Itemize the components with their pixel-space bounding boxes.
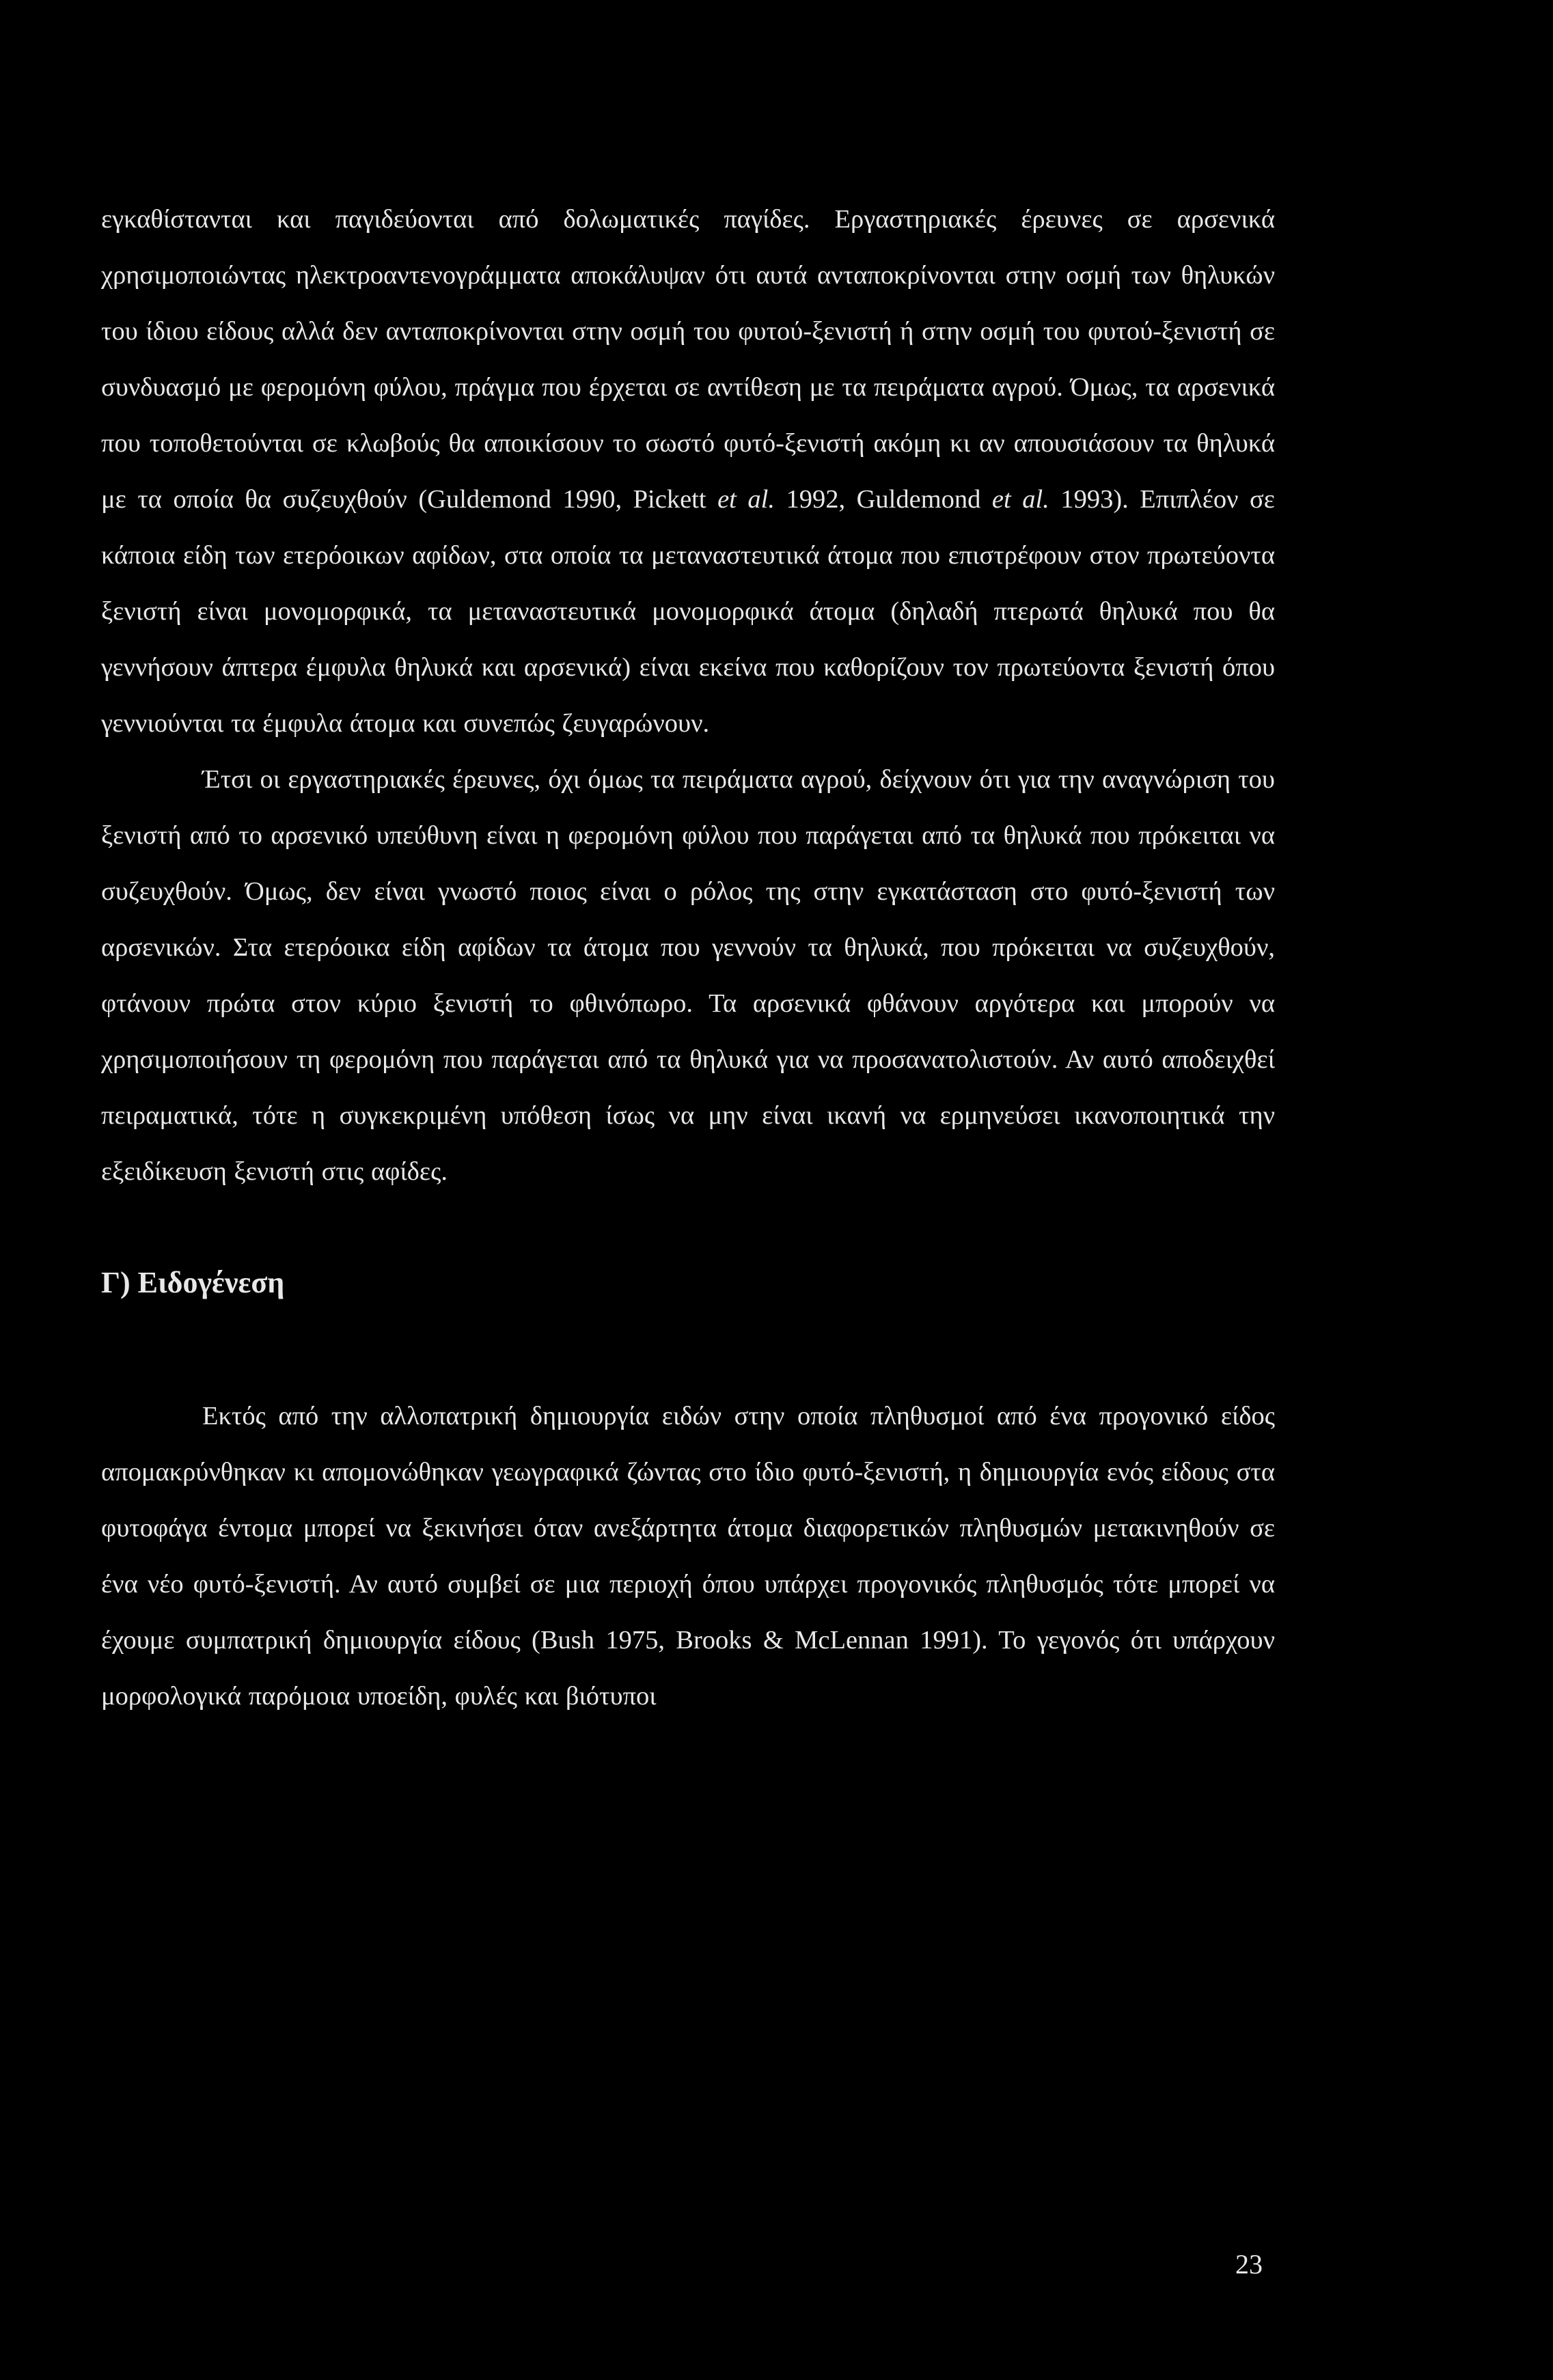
paragraph-1-text-a: εγκαθίστανται και παγιδεύονται από δολωματικές παγίδες. Εργαστηριακές έρευνες σε αρσενικά χρησιμοποιώντας ηλεκτροαντενογράμματα αποκάλυψαν ότι αυτά ανταποκρίνονται στην οσμή των θηλυκών του ίδιου είδους αλλά δεν ανταποκρίνονται στην οσμή του φυτού-ξενιστή ή στην οσμή του φυτού-ξενιστή σε συνδυασμό με φερομόνη φύλου, πράγμα που έρχεται σε αντίθεση με τα πειράματα αγρού. Όμως, τα αρσενικά που τοποθετούνται σε κλωβούς θα αποικίσουν το σωστό φυτό-ξενιστή ακόμη κι αν απουσιάσουν τα θηλυκά με τα οποία θα συζευχθούν (Guldemond 1990, Pickett [101,205,1275,514]
section-heading: Γ) Ειδογένεση [101,1266,285,1299]
paragraph-3 [101,1388,1275,1724]
paragraph-3-text: Εκτός από την αλλοπατρική δημιουργία ειδών στην οποία πληθυσμοί από ένα προγονικό είδος απομακρύνθηκαν κι απομονώθηκαν γεωγραφικά ζώντας στο ίδιο φυτό-ξενιστή, η δημιουργία ενός είδους στα φυτοφάγα έντομα μπορεί να ξεκινήσει όταν ανεξάρτητα άτομα διαφορετικών πληθυσμών μετακινηθούν σε ένα νέο φυτό-ξενιστή. Αν αυτό συμβεί σε μια περιοχή όπου υπάρχει προγονικός πληθυσμός τότε μπορεί να έχουμε συμπατρική δημιουργία είδους (Bush 1975, Brooks & McLennan 1991). Το γεγονός ότι υπάρχουν μορφολογικά παρόμοια υποείδη, φυλές και βιότυποι [101,1402,1275,1711]
paragraph-2-text: Έτσι οι εργαστηριακές έρευνες, όχι όμως τα πειράματα αγρού, δείχνουν ότι για την αναγνώριση του ξενιστή από το αρσενικό υπεύθυνη είναι η φερομόνη φύλου που παράγεται από τα θηλυκά που πρόκειται να συζευχθούν. Όμως, δεν είναι γνωστό ποιος είναι ο ρόλος της στην εγκατάσταση στο φυτό-ξενιστή των αρσενικών. Στα ετερόοικα είδη αφίδων τα άτομα που γεννούν τα θηλυκά, που πρόκειται να συζευχθούν, φτάνουν πρώτα στον κύριο ξενιστή το φθινόπωρο. Τα αρσενικά φθάνουν αργότερα και μπορούν να χρησιμοποιήσουν τη φερομόνη που παράγεται από τα θηλυκά για να προσανατολιστούν. Αν αυτό αποδειχθεί πειραματικά, τότε η συγκεκριμένη υπόθεση ίσως να μην είναι ικανή να ερμηνεύσει ικανοποιητικά την εξειδίκευση ξενιστή στις αφίδες. [101,765,1275,1186]
paragraph-1-text-c: 1993). Επιπλέον σε κάποια είδη των ετερόοικων αφίδων, στα οποία τα μεταναστευτικά άτομα που επιστρέφουν στον πρωτεύοντα ξενιστή είναι μονομορφικά, τα μεταναστευτικά μονομορφικά άτομα (δηλαδή πτερωτά θηλυκά που θα γεννήσουν άπτερα έμφυλα θηλυκά και αρσενικά) είναι εκείνα που καθορίζουν τον πρωτεύοντα ξενιστή όπου γεννιούνται τα έμφυλα άτομα και συνεπώς ζευγαρώνουν. [101,485,1275,738]
paragraph-1-text-b: 1992, Guldemond [774,485,992,514]
citation-et-al-2: et al. [991,485,1049,514]
paragraph-2 [101,751,1275,1200]
page-number: 23 [1235,2249,1263,2280]
citation-et-al-1: et al. [717,485,775,514]
document-page [101,191,1275,1724]
paragraph-1 [101,191,1275,751]
